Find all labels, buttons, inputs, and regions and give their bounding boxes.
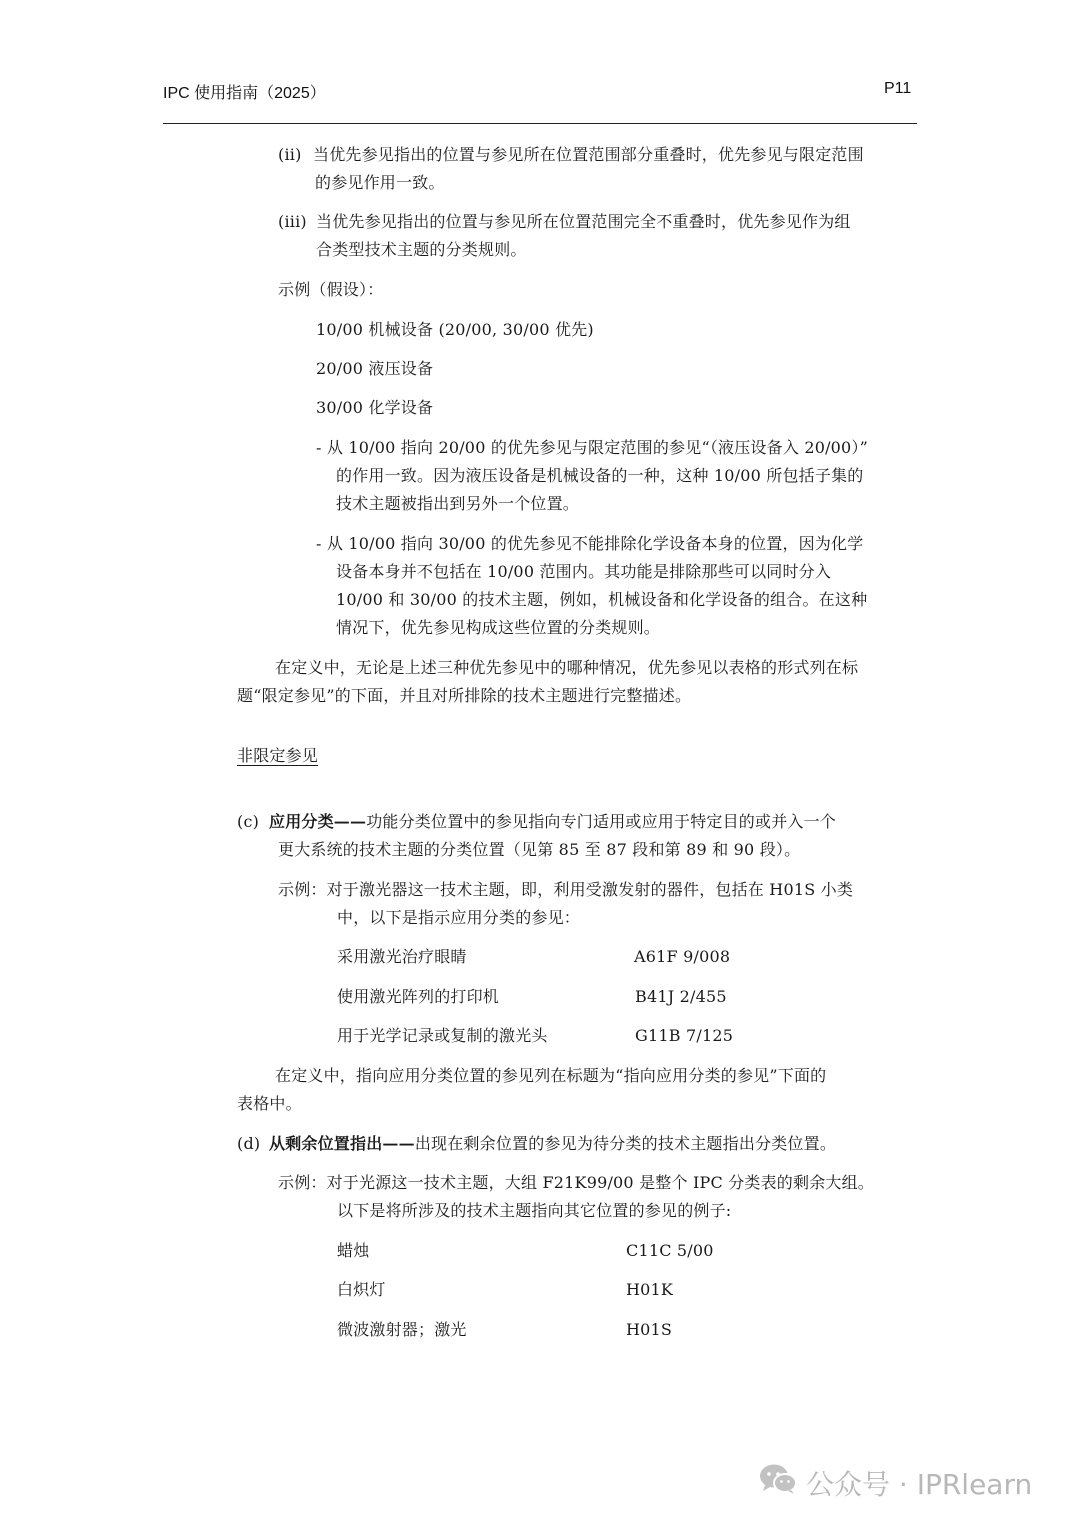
example1-bullet2-line4: 情况下，优先参见构成这些位置的分类规则。 [336,618,661,637]
example1-bullet2-line1: - 从 10/00 指向 30/00 的优先参见不能排除化学设备本身的位置，因为化学 [316,534,864,553]
item-c-line1 [269,812,836,832]
item-d-example-line2: 以下是将所涉及的技术主题指向其它位置的参见的例子: [337,1201,732,1220]
item-c-label: (c) [237,812,260,831]
item-c-row-3-code: G11B 7/125 [635,1026,734,1045]
watermark-text: 公众号 · IPRlearn [806,1468,1033,1501]
para2-line1: 在定义中，指向应用分类位置的参见列在标题为“指向应用分类的参见”下面的 [275,1066,827,1085]
example1-bullet1-line1: - 从 10/00 指向 20/00 的优先参见与限定范围的参见“（液压设备入 20/00）” [316,438,869,457]
header-divider [163,123,917,124]
item-c-example-line2: 中，以下是指示应用分类的参见： [337,908,581,927]
example1-label: 示例（假设）： [278,280,384,299]
item-c-row-2-code: B41J 2/455 [635,987,727,1006]
para2-line2: 表格中。 [237,1094,302,1113]
example1-bullet2-line3: 10/00 和 30/00 的技术主题，例如，机械设备和化学设备的组合。在这种 [336,590,868,609]
item-d-row-1-code: C11C 5/00 [626,1241,714,1260]
example1-code-20: 20/00 液压设备 [316,359,434,378]
page-header-title: IPC 使用指南（2025） [163,85,326,102]
item-c-row-1-name: 采用激光治疗眼睛 [337,947,467,966]
example1-bullet2-line2: 设备本身并不包括在 10/00 范围内。其功能是排除那些可以同时分入 [336,562,832,581]
item-c-line1-rest: 功能分类位置中的参见指向专门适用或应用于特定目的或并入一个 [366,812,837,831]
item-iii-line1: 当优先参见指出的位置与参见所在位置范围完全不重叠时，优先参见作为组 [316,212,851,231]
item-c-row-2-name: 使用激光阵列的打印机 [337,987,500,1006]
item-d-label: (d) [237,1134,261,1153]
item-d-line1 [269,1134,836,1154]
item-c-row-1-code: A61F 9/008 [634,947,731,966]
item-d-example-line1: 示例：对于光源这一技术主题，大组 F21K99/00 是整个 IPC 分类表的剩余大组。 [278,1173,874,1192]
item-ii-label: (ii) [278,145,302,164]
item-iii-label: (iii) [278,212,307,231]
item-c-title: 应用分类—— [269,812,367,831]
para1-line2: 题“限定参见”的下面，并且对所排除的技术主题进行完整描述。 [237,686,692,705]
item-ii-line2: 的参见作用一致。 [315,173,445,192]
example1-bullet1-line3: 技术主题被指出到另外一个位置。 [336,494,580,513]
item-d-row-2-name: 白炽灯 [337,1280,386,1299]
item-c-example-line1: 示例：对于激光器这一技术主题，即，利用受激发射的器件，包括在 H01S 小类 [278,880,854,899]
page-number: P11 [884,80,912,97]
item-d-row-3-name: 微波激射器；激光 [337,1320,467,1339]
wechat-icon [758,1462,798,1496]
para1-line1: 在定义中，无论是上述三种优先参见中的哪种情况，优先参见以表格的形式列在标 [275,658,859,677]
item-d-row-2-code: H01K [626,1280,674,1299]
item-d-row-3-code: H01S [626,1320,673,1339]
example1-code-30: 30/00 化学设备 [316,398,434,417]
item-d-title: 从剩余位置指出—— [269,1134,415,1153]
example1-code-10: 10/00 机械设备 (20/00, 30/00 优先) [316,320,594,339]
item-iii-line2: 合类型技术主题的分类规则。 [316,240,527,259]
section-heading-non-limiting-references: 非限定参见 [237,746,319,765]
item-c-row-3-name: 用于光学记录或复制的激光头 [337,1026,548,1045]
item-d-row-1-name: 蜡烛 [337,1241,370,1260]
item-c-line2: 更大系统的技术主题的分类位置（见第 85 至 87 段和第 89 和 90 段）。 [278,840,801,859]
item-ii-line1: 当优先参见指出的位置与参见所在位置范围部分重叠时，优先参见与限定范围 [313,145,864,164]
item-d-line1-rest: 出现在剩余位置的参见为待分类的技术主题指出分类位置。 [414,1134,837,1153]
example1-bullet1-line2: 的作用一致。因为液压设备是机械设备的一种，这种 10/00 所包括子集的 [336,466,864,485]
